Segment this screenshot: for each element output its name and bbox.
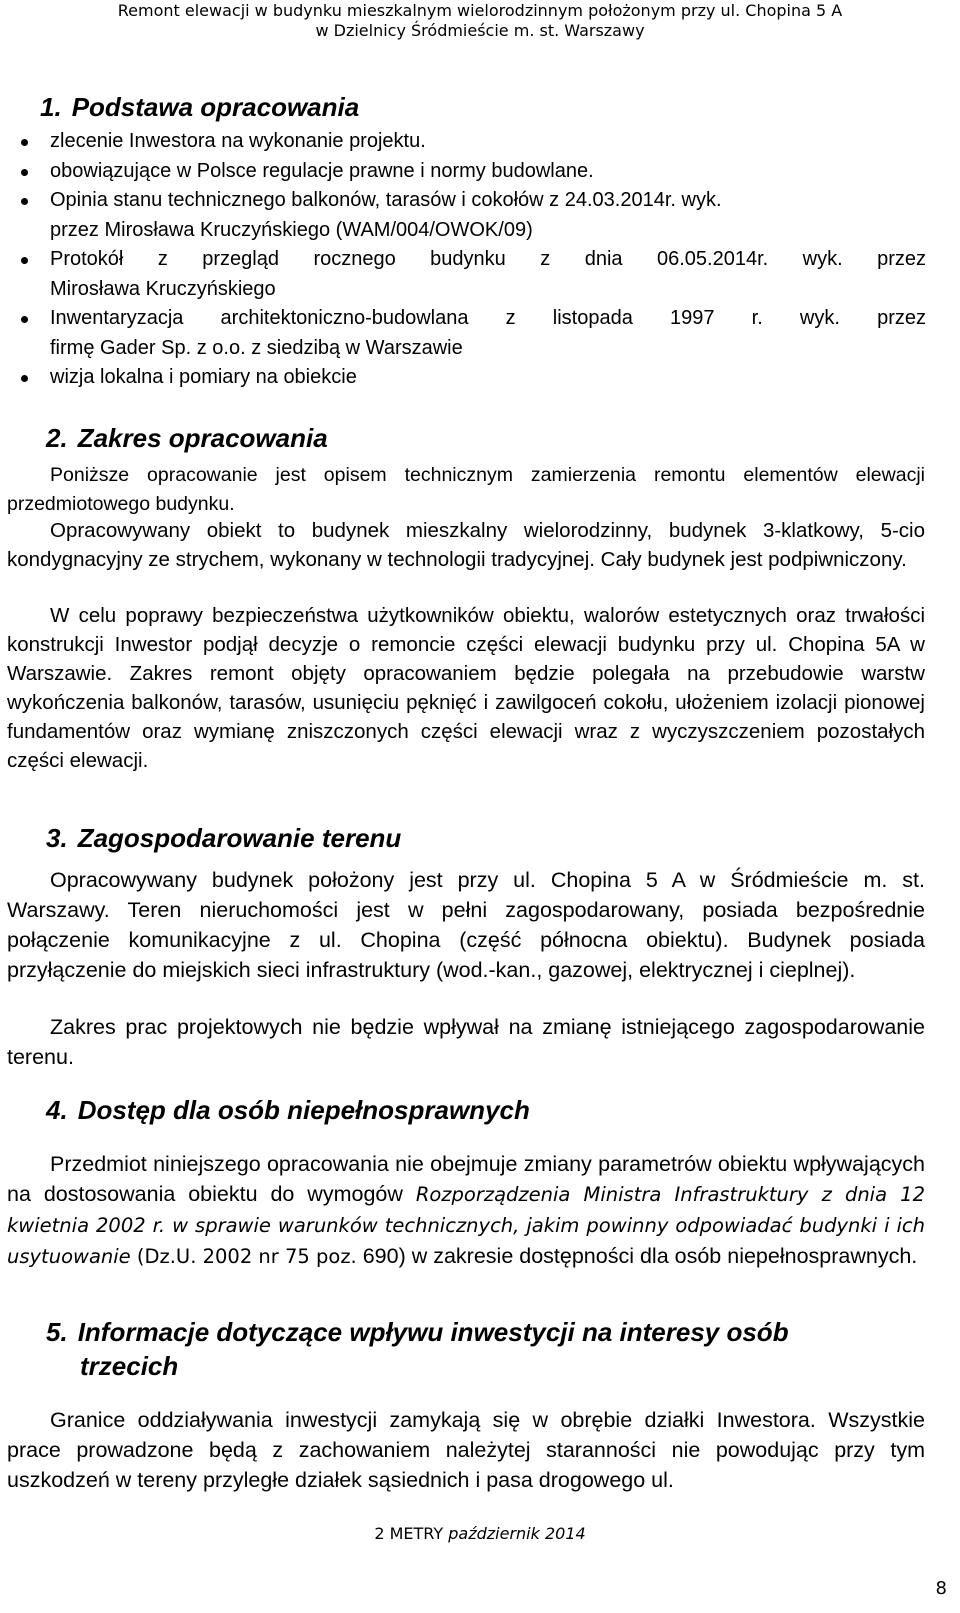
- list-item-continuation: przez Mirosława Kruczyńskiego (WAM/004/OWOK/09): [50, 218, 533, 241]
- section-1-heading: 1. Podstawa opracowania: [40, 92, 360, 122]
- list-item-continuation: Mirosława Kruczyńskiego: [50, 277, 276, 300]
- basis-list: [0, 127, 960, 393]
- section-2-heading: 2. Zakres opracowania: [46, 423, 328, 453]
- access-paragraph: Przedmiot niniejszego opracowania nie obejmuje zmiany parametrów obiektu wpływających na dostosowania obiektu do wymogów Rozporządzenia Ministra Infrastruktury z dnia 12 kwietnia 2002 r. w sprawie warunków technicznych, jakim powinny odpowiadać budynki i ich usytuowanie (Dz.U. 2002 nr 75 poz. 690) w zakresie dostępności dla osób niepełnosprawnych.: [7, 1152, 925, 1268]
- page-footer: 2 METRY październik 2014: [374, 1524, 586, 1543]
- page-number: 8: [935, 1578, 947, 1599]
- scope-paragraph-1: Poniższe opracowanie jest opisem technicznym zamierzenia remontu elementów elewacji przedmiotowego budynku.: [7, 464, 925, 515]
- third-parties-paragraph: Granice oddziaływania inwestycji zamykają się w obrębie działki Inwestora. Wszystkie prace prowadzone będą z zachowaniem należytej staranności nie powodując przy tym uszkodzeń w tereny przyległe działek sąsiednich i pasa drogowego ul.: [7, 1408, 925, 1492]
- list-item: wizja lokalna i pomiary na obiekcie: [0, 363, 960, 393]
- section-4-heading: 4. Dostęp dla osób niepełnosprawnych: [46, 1095, 530, 1125]
- running-header-line2: w Dzielnicy Śródmieście m. st. Warszawy: [315, 21, 645, 40]
- scope-paragraph-3: W celu poprawy bezpieczeństwa użytkowników obiektu, walorów estetycznych oraz trwałości konstrukcji Inwestor podjął decyzje o remoncie części elewacji budynku przy ul. Chopina 5A w Warszawie. Zakres remont objęty opracowaniem będzie polegała na przebudowie warstw wykończenia balkonów, tarasów, usunięciu pęknięć i zawilgoceń cokołu, ułożeniem izolacji pionowej fundamentów oraz wymianę zniszczonych części elewacji wraz z wyczyszczeniem pozostałych części elewacji.: [7, 604, 925, 772]
- list-item: Inwentaryzacja architektoniczno-budowlana z listopada 1997 r. wyk. przez: [0, 304, 926, 334]
- site-paragraph-2: Zakres prac projektowych nie będzie wpływał na zmianę istniejącego zagospodarowanie terenu.: [7, 1015, 925, 1069]
- list-item: obowiązujące w Polsce regulacje prawne i normy budowlane.: [0, 157, 960, 187]
- list-item: Protokół z przegląd rocznego budynku z dnia 06.05.2014r. wyk. przez: [0, 245, 926, 275]
- list-item: zlecenie Inwestora na wykonanie projektu.: [0, 127, 960, 157]
- running-header-line1: Remont elewacji w budynku mieszkalnym wielorodzinnym położonym przy ul. Chopina 5 A: [117, 1, 843, 20]
- scope-paragraph-2: Opracowywany obiekt to budynek mieszkalny wielorodzinny, budynek 3-klatkowy, 5-cio kondygnacyjny ze strychem, wykonany w technologii tradycyjnej. Cały budynek jest podpiwniczony.: [7, 519, 925, 571]
- section-5-heading: 5. Informacje dotyczące wpływu inwestycji na interesy osób: [46, 1317, 789, 1347]
- site-paragraph-1: Opracowywany budynek położony jest przy ul. Chopina 5 A w Śródmieście m. st. Warszawy. Teren nieruchomości jest w pełni zagospodarowany, posiada bezpośrednie połączenie komunikacyjne z ul. Chopina (część północna obiektu). Budynek posiada przyłączenie do miejskich sieci infrastruktury (wod.-kan., gazowej, elektrycznej i cieplnej).: [7, 868, 925, 982]
- section-5-heading-line2: trzecich: [80, 1351, 179, 1381]
- section-3-heading: 3. Zagospodarowanie terenu: [46, 823, 402, 853]
- list-item: Opinia stanu technicznego balkonów, tarasów i cokołów z 24.03.2014r. wyk.: [0, 186, 960, 216]
- list-item-continuation: firmę Gader Sp. z o.o. z siedzibą w Warszawie: [50, 336, 463, 359]
